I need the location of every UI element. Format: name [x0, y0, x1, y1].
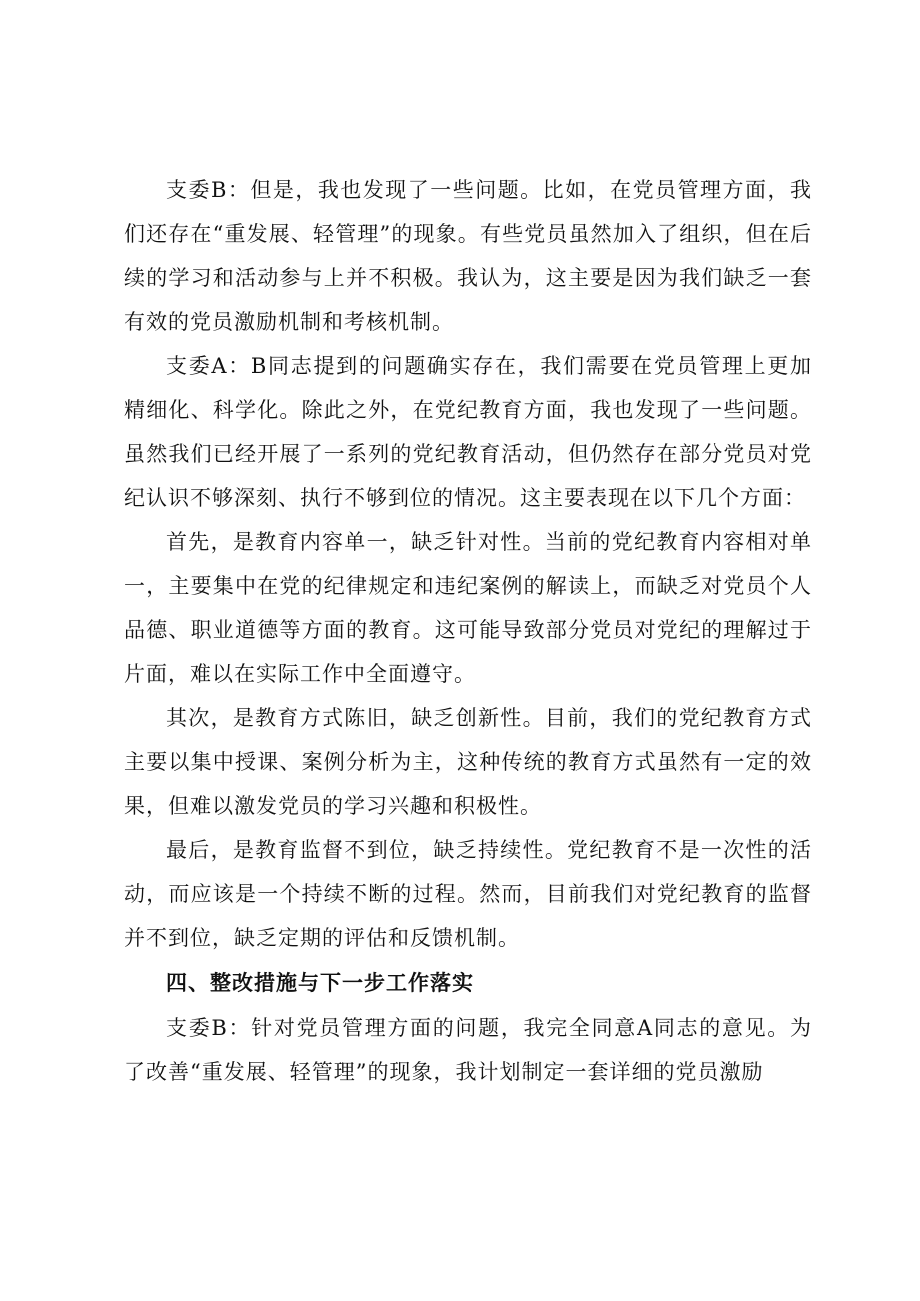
paragraph-branch-member-b-issues: 支委B：但是，我也发现了一些问题。比如，在党员管理方面，我们还存在“重发展、轻管理”的现象。有些党员虽然加入了组织，但在后续的学习和活动参与上并不积极。我认为，这主要是因为我们缺乏一套有效的党员激励机制和考核机制。	[124, 178, 812, 334]
paragraph-last-point: 最后，是教育监督不到位，缺乏持续性。党纪教育不是一次性的活动，而应该是一个持续不断的过程。然而，目前我们对党纪教育的监督并不到位，缺乏定期的评估和反馈机制。	[124, 838, 812, 950]
section-heading: 四、整改措施与下一步工作落实	[166, 971, 474, 995]
paragraph-branch-member-b-measures: 支委B：针对党员管理方面的问题，我完全同意A同志的意见。为了改善“重发展、轻管理”的现象，我计划制定一套详细的党员激励	[124, 1016, 812, 1084]
paragraph-second-point: 其次，是教育方式陈旧，缺乏创新性。目前，我们的党纪教育方式主要以集中授课、案例分析为主，这种传统的教育方式虽然有一定的效果，但难以激发党员的学习兴趣和积极性。	[124, 706, 812, 818]
paragraph-first-point: 首先，是教育内容单一，缺乏针对性。当前的党纪教育内容相对单一，主要集中在党的纪律规定和违纪案例的解读上，而缺乏对党员个人品德、职业道德等方面的教育。这可能导致部分党员对党纪的理解过于片面，难以在实际工作中全面遵守。	[124, 530, 812, 686]
document-body	[124, 168, 812, 1094]
paragraph-branch-member-a-response: 支委A：B同志提到的问题确实存在，我们需要在党员管理上更加精细化、科学化。除此之外，在党纪教育方面，我也发现了一些问题。虽然我们已经开展了一系列的党纪教育活动，但仍然存在部分党员对党纪认识不够深刻、执行不够到位的情况。这主要表现在以下几个方面：	[124, 354, 812, 510]
